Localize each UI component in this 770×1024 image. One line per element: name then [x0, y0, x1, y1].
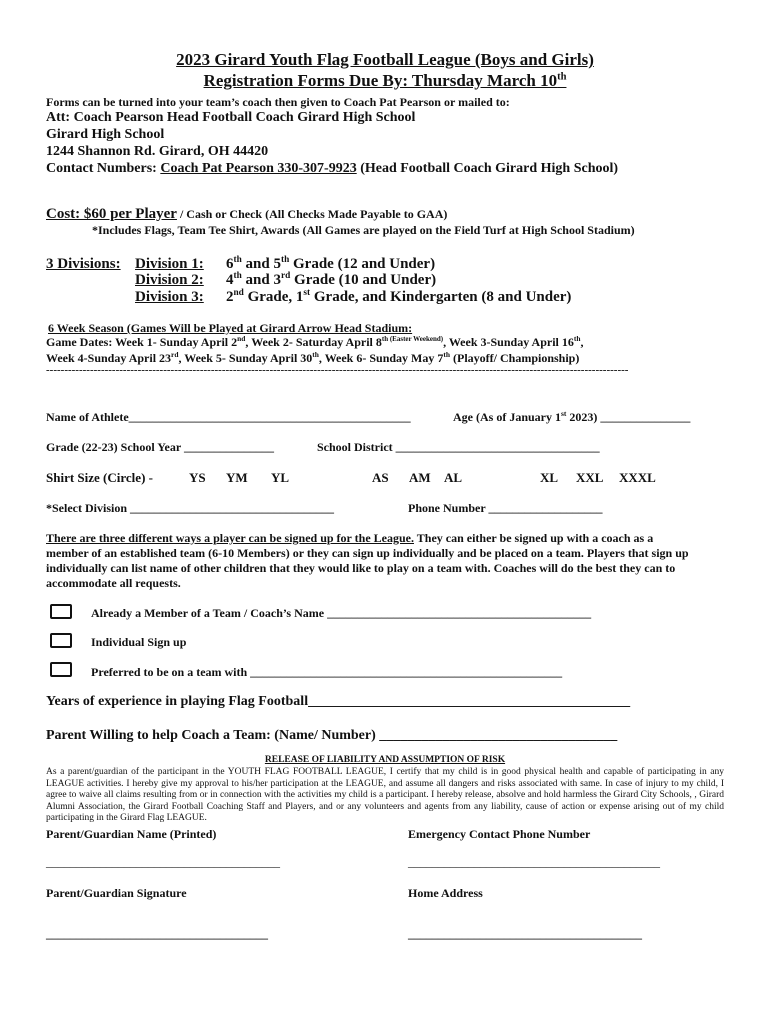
shirt-size-as[interactable]: AS [372, 470, 389, 485]
team-member-checkbox[interactable] [50, 604, 72, 619]
d1-g1: 6 [226, 256, 234, 272]
parent-coach-field[interactable]: Parent Willing to help Coach a Team: (Name/ Number) __________________________________ [46, 728, 618, 743]
contact-numbers [46, 161, 618, 177]
page-title: 2023 Girard Youth Flag Football League (Boys and Girls) [176, 50, 594, 69]
individual-signup-checkbox[interactable] [50, 633, 72, 648]
grade-field[interactable]: Grade (22-23) School Year _______________ [46, 440, 274, 454]
gd2-a-sup: rd [171, 350, 179, 359]
school-address: 1244 Shannon Rd. Girard, OH 44420 [46, 144, 269, 159]
experience-field[interactable]: Years of experience in playing Flag Football______________________________________________ [46, 694, 631, 709]
individual-signup-option[interactable]: Individual Sign up [91, 635, 187, 649]
gd1-d: , [580, 335, 584, 349]
age-label: Age (As of January 1 [453, 410, 561, 424]
age-field[interactable] [453, 410, 690, 425]
contact-numbers-label: Contact Numbers: [46, 161, 161, 176]
cost-label: Cost: $60 per Player [46, 206, 177, 222]
ways-rest-1: They can either be signed up with a coach as a [413, 531, 654, 545]
ways-line-4: accommodate all requests. [46, 576, 181, 590]
shirt-size-xxl[interactable]: XXL [576, 470, 604, 485]
gd2-c-sup: th [443, 350, 450, 359]
emergency-phone-line[interactable]: __________________________________________ [408, 855, 660, 869]
d2-m: and 3 [241, 272, 281, 288]
d2-s2: rd [280, 271, 291, 281]
gd2-b: , Week 5- Sunday April 30 [178, 351, 313, 365]
d3-rest: Grade, and Kindergarten (8 and Under) [310, 289, 572, 305]
d3-m: Grade, 1 [243, 289, 304, 305]
release-text: As a parent/guardian of the participant in the YOUTH FLAG FOOTBALL LEAGUE, I certify that my child is in good physical health and capable of participating in any LEAGUE activities. I hereby give my approval to his/her participation at the LEAGUE, and assume all dangers and risks associated with same. In case of injury to my child, I agree to waive all claims resulting from or in connection with the activities my child is a participant. I hereby release, absolve and hold harmless the Girard City Schools, , Girard Alumni Association, the Girard Football Coaching Staff and Players, and or any volunteers and agents from any liability, cause of action or expense arising out of my child participating in the Girard Flag LEAGUE. [46, 767, 724, 824]
home-address-label: Home Address [408, 886, 483, 900]
athlete-name-field[interactable]: Name of Athlete_______________________________________________ [46, 410, 411, 424]
submission-intro: Forms can be turned into your team’s coach then given to Coach Pat Pearson or mailed to: [46, 95, 510, 109]
shirt-size-ym[interactable]: YM [226, 470, 248, 485]
d2-s1: th [233, 271, 242, 281]
coach-phone-link[interactable]: Coach Pat Pearson 330-307-9923 [160, 161, 357, 176]
d1-rest: Grade (12 and Under) [289, 256, 436, 272]
school-name: Girard High School [46, 127, 165, 142]
cost-line [46, 205, 447, 223]
divisions-label: 3 Divisions: [46, 256, 121, 272]
shirt-size-xl[interactable]: XL [540, 470, 559, 485]
ways-underlined: There are three different ways a player can be signed up for the League. [46, 531, 414, 545]
gd1-a-sup: nd [237, 334, 246, 343]
game-dates-line-1 [46, 335, 584, 350]
page-subtitle [0, 71, 770, 91]
emergency-phone-label: Emergency Contact Phone Number [408, 827, 591, 841]
subtitle-sup: th [557, 71, 567, 83]
cost-detail: / Cash or Check (All Checks Made Payable to GAA) [176, 207, 448, 221]
gd1-a: Game Dates: Week 1- Sunday April 2 [46, 335, 238, 349]
d2-g1: 4 [226, 272, 234, 288]
gd2-d: (Playoff/ Championship) [450, 351, 580, 365]
ways-line-3: individually can list name of other children that they would like to play on a team with. Coaches will do the best they can to [46, 561, 676, 575]
select-division-field[interactable]: *Select Division __________________________________ [46, 501, 334, 515]
gd1-b-sup: th (Easter Weekend) [381, 335, 444, 343]
ways-line-1 [46, 531, 653, 546]
home-address-line[interactable]: _______________________________________ [408, 927, 642, 941]
att-line: Att: Coach Pearson Head Football Coach Girard High School [46, 110, 416, 125]
season-heading: 6 Week Season (Games Will be Played at Girard Arrow Head Stadium: [48, 321, 413, 335]
d1-s2: th [280, 255, 290, 265]
division-2-desc [226, 272, 436, 289]
parent-name-label: Parent/Guardian Name (Printed) [46, 827, 217, 841]
d1-m: and 5 [241, 256, 281, 272]
d3-s2: st [303, 288, 311, 298]
parent-signature-line[interactable]: _____________________________________ [46, 927, 268, 941]
parent-name-line[interactable]: _______________________________________ [46, 855, 280, 869]
subtitle-text: Registration Forms Due By: Thursday March 10 [203, 71, 558, 90]
division-1-name: Division 1: [135, 256, 204, 272]
division-1-desc [226, 256, 435, 273]
preferred-team-checkbox[interactable] [50, 662, 72, 677]
d1-s1: th [233, 255, 242, 265]
d3-s1: nd [233, 288, 244, 298]
gd2-b-sup: th [312, 350, 319, 359]
phone-number-field[interactable]: Phone Number ___________________ [408, 501, 603, 515]
shirt-size-ys[interactable]: YS [189, 470, 206, 485]
gd2-c: , Week 6- Sunday May 7 [318, 351, 444, 365]
shirt-size-label: Shirt Size (Circle) - [46, 470, 153, 485]
division-3-name: Division 3: [135, 289, 204, 305]
d2-rest: Grade (10 and Under) [290, 272, 437, 288]
shirt-size-yl[interactable]: YL [271, 470, 290, 485]
gd2-a: Week 4-Sunday April 23 [46, 351, 172, 365]
team-member-option[interactable]: Already a Member of a Team / Coach’s Name ____________________________________________ [91, 606, 592, 620]
division-3-desc [226, 289, 571, 306]
d3-g1: 2 [226, 289, 234, 305]
age-sup: st [561, 409, 567, 418]
shirt-size-am[interactable]: AM [409, 470, 431, 485]
age-blank: 2023) _______________ [566, 410, 691, 424]
school-district-field[interactable]: School District __________________________________ [317, 440, 600, 454]
division-2-name: Division 2: [135, 272, 204, 288]
release-title: RELEASE OF LIABILITY AND ASSUMPTION OF RISK [264, 755, 506, 765]
section-divider: --------------------------------------------------------------------------------------------------------------------------------------------------------------- [46, 364, 629, 376]
parent-signature-label: Parent/Guardian Signature [46, 886, 187, 900]
preferred-team-option[interactable]: Preferred to be on a team with ____________________________________________________ [91, 665, 563, 679]
shirt-size-xxxl[interactable]: XXXL [619, 470, 656, 485]
cost-includes: *Includes Flags, Team Tee Shirt, Awards (All Games are played on the Field Turf at High School Stadium) [92, 223, 635, 237]
contact-numbers-tail: (Head Football Coach Girard High School) [356, 161, 619, 176]
gd1-c: , Week 3-Sunday April 16 [443, 335, 574, 349]
shirt-size-al[interactable]: AL [444, 470, 463, 485]
ways-line-2: member of an established team (6-10 Members) or they can sign up individually and be placed on a team. Players that sign up [46, 546, 689, 560]
gd1-b: , Week 2- Saturday April 8 [245, 335, 382, 349]
gd1-c-sup: th [573, 334, 581, 343]
